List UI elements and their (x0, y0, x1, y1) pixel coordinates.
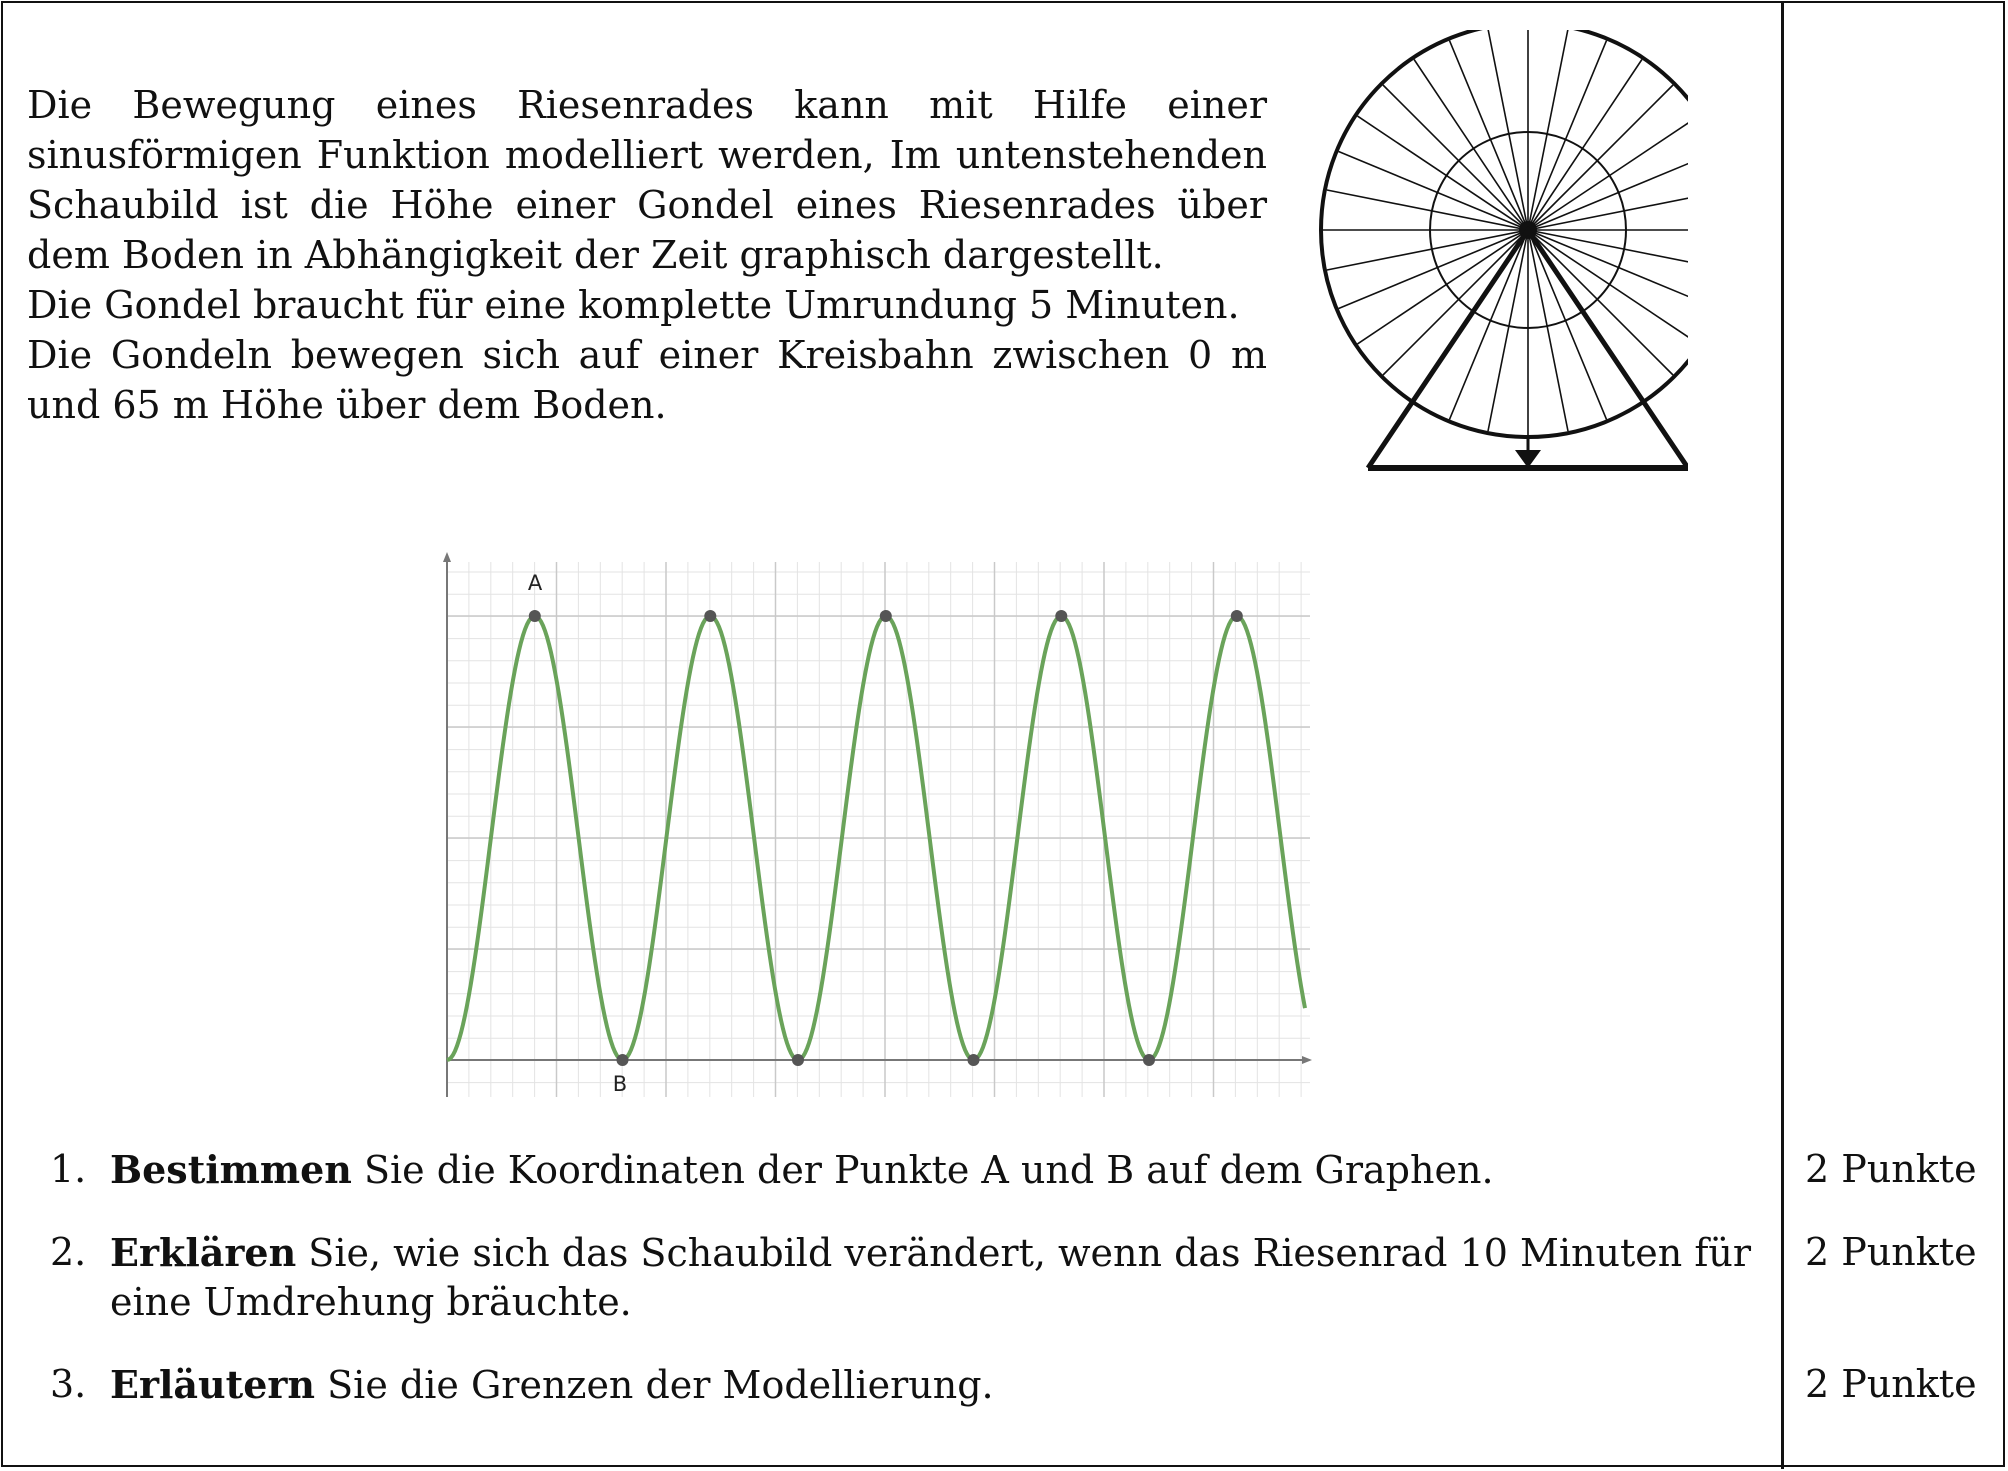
task-verb: Bestimmen (110, 1147, 352, 1192)
point-label-b: B (612, 1072, 628, 1096)
maximum-point (1055, 610, 1067, 622)
task-number: 2. (50, 1230, 87, 1274)
maximum-point (880, 610, 892, 622)
task-item-1 (50, 1145, 1760, 1195)
task-list (50, 1145, 1760, 1443)
wheel-spoke (1383, 230, 1528, 375)
wheel-spoke (1528, 230, 1673, 375)
task-text: Sie die Grenzen der Modellierung. (315, 1363, 994, 1407)
intro-paragraph-2: Die Gondel braucht für eine komplette Umrundung 5 Minuten. (27, 283, 1240, 327)
task-verb: Erklären (110, 1230, 297, 1275)
task-text: Sie die Koordinaten der Punkte A und B auf dem Graphen. (351, 1148, 1494, 1192)
maximum-point (704, 610, 716, 622)
x-axis-arrow (1302, 1056, 1312, 1064)
wheel-spoke (1528, 85, 1673, 230)
height-time-chart (440, 552, 1330, 1112)
wheel-rim (1321, 30, 1688, 437)
task-text: Sie, wie sich das Schaubild verändert, wenn das Riesenrad 10 Minuten für eine Umdrehung bräuchte. (110, 1231, 1752, 1324)
minimum-point (1143, 1054, 1155, 1066)
intro-text (27, 80, 1267, 430)
task-item-2 (50, 1228, 1760, 1327)
wheel-spoke (1528, 152, 1688, 231)
minimum-point (792, 1054, 804, 1066)
task-number: 3. (50, 1362, 87, 1406)
points-column-divider (1781, 3, 1784, 1469)
task-verb: Erläutern (110, 1362, 316, 1407)
points-task-1: 2 Punkte (1805, 1147, 1977, 1191)
point-label-a: A (527, 571, 543, 595)
maximum-point (1231, 610, 1243, 622)
intro-paragraph-3: Die Gondeln bewegen sich auf einer Kreisbahn zwischen 0 m und 65 m Höhe über dem Boden. (27, 333, 1267, 427)
ferris-wheel-illustration (1308, 30, 1688, 480)
points-task-3: 2 Punkte (1805, 1362, 1977, 1406)
task-item-3 (50, 1360, 1760, 1410)
task-number: 1. (50, 1147, 87, 1191)
minimum-point (617, 1054, 629, 1066)
minimum-point (968, 1054, 980, 1066)
points-task-2: 2 Punkte (1805, 1230, 1977, 1274)
wheel-spoke (1383, 85, 1528, 230)
y-axis-arrow (443, 552, 451, 562)
maximum-point (529, 610, 541, 622)
intro-paragraph-1: Die Bewegung eines Riesenrades kann mit Hilfe einer sinusförmigen Funktion modelliert werden, Im untenstehenden Schaubild ist die Höhe einer Gondel eines Riesenrades über dem Boden in Abhängigkeit der Zeit graphisch dargestellt. (27, 83, 1267, 277)
